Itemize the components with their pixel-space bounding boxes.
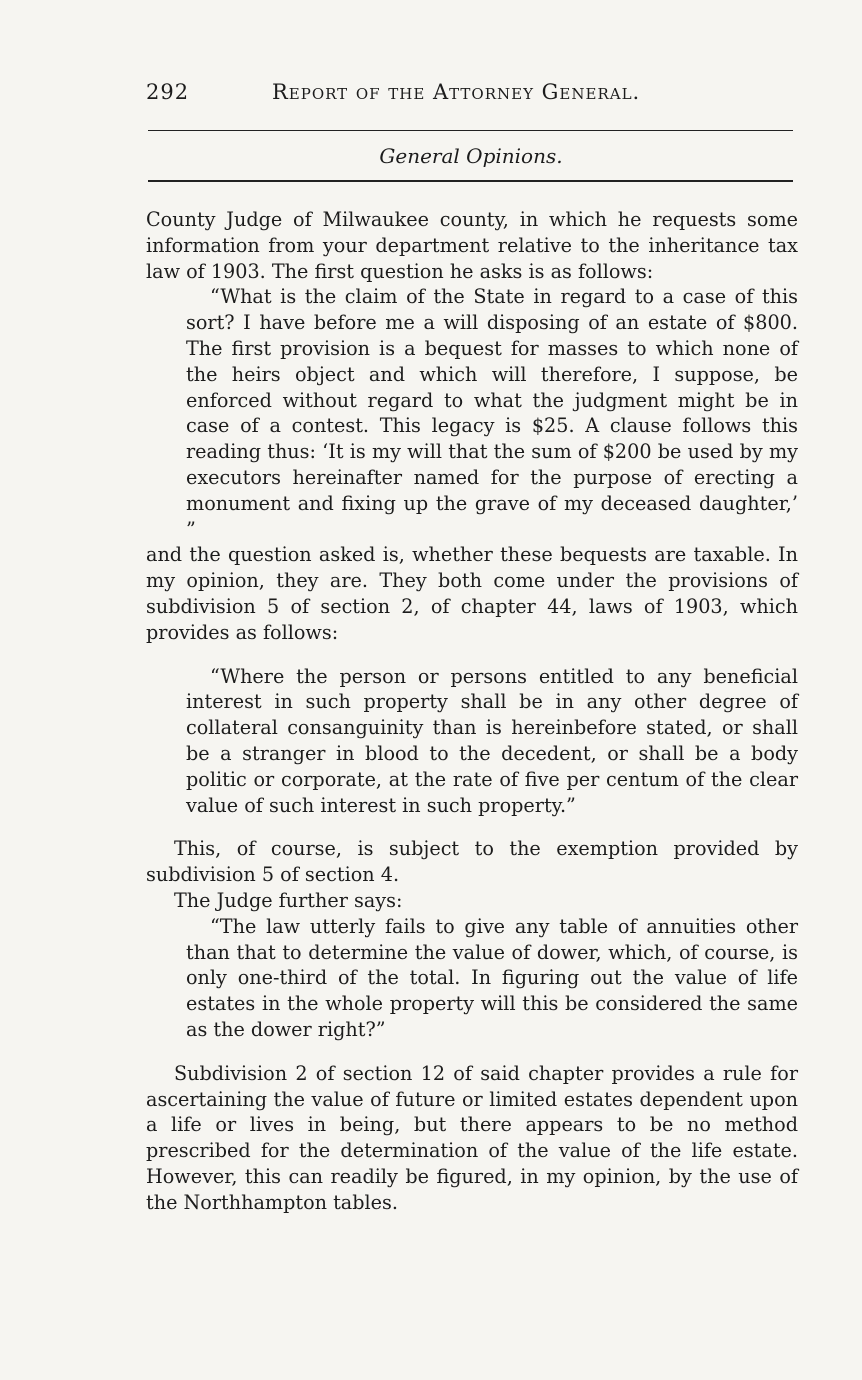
running-head: Report of the Attorney General. [272, 80, 641, 104]
block-quote: “Where the person or persons entitled to any beneficial interest in such property shall be in any other degree of collateral consanguinity than is hereinbefore stated, or shall be a stranger in blood to the decedent, or shall be a body politic or corporate, at the rate of five per centum of the clear value of such interest in such property.” [186, 664, 798, 817]
page-number: 292 [146, 80, 190, 104]
paragraph: This, of course, is subject to the exemption provided by subdivision 5 of section 4. [146, 837, 798, 887]
paragraph: The Judge further says: [174, 888, 403, 912]
block-quote: “What is the claim of the State in regard to a case of this sort? I have before me a will disposing of an estate of $800. The first provision is a bequest for masses to which none of the heirs object and which will therefore, I suppose, be enforced without regard to what the judgment might be in case of a contest. This legacy is $25. A clause follows this reading thus: ‘It is my will that the sum of $200 be used by my executors hereinafter named for the purpose of erecting a monument and fixing up the grave of my deceased daughter,’ ” [186, 285, 798, 541]
block-quote: “The law utterly fails to give any table of annuities other than that to determine the value of dower, which, of course, is only one-third of the total. In figuring out the value of life estates in the whole property will this be considered the same as the dower right?” [186, 914, 798, 1041]
page-header [146, 80, 796, 110]
paragraph: Subdivision 2 of section 12 of said chapter provides a rule for ascertaining the value of future or limited estates dependent upon a life or lives in being, but there appears to be no method prescribed for the determination of the value of the life estate. However, this can readily be figured, in my opinion, by the use of the Northhampton tables. [146, 1061, 798, 1214]
body-text [146, 207, 798, 1215]
paragraph: County Judge of Milwaukee county, in which he requests some information from your department relative to the inheritance tax law of 1903. The first question he asks is as follows: [146, 208, 798, 283]
section-rule [148, 180, 793, 182]
paragraph: and the question asked is, whether these bequests are taxable. In my opinion, they are. They both come under the provisions of subdivision 5 of section 2, of chapter 44, laws of 1903, which provides as follows: [146, 543, 798, 644]
header-rule [148, 130, 793, 131]
section-title: General Opinions. [379, 144, 563, 168]
